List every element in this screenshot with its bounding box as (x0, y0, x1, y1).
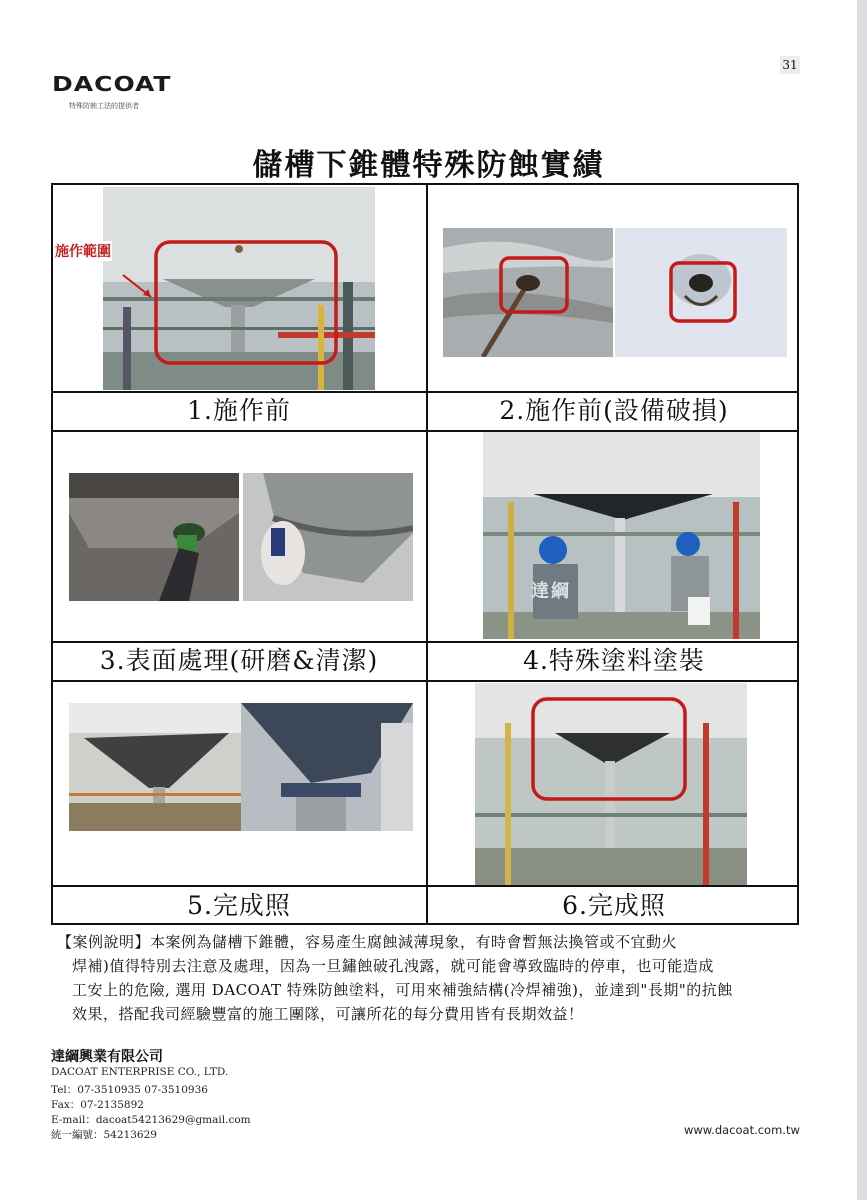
annotation-label: 施作範圍 (54, 241, 112, 261)
caption-2: 2.施作前(設備破損) (499, 396, 729, 425)
logo-tagline: 特殊防蝕工法的提供者 (69, 102, 139, 110)
page-title: 儲槽下錐體特殊防蝕實績 (252, 148, 605, 183)
company-name-en: DACOAT ENTERPRISE CO., LTD. (51, 1066, 229, 1078)
vest-label: 達綱 (531, 581, 571, 602)
company-email[interactable]: E-mail：dacoat54213629@gmail.com (51, 1114, 251, 1126)
company-fax: Fax：07-2135892 (51, 1099, 144, 1111)
company-name: 達綱興業有限公司 (51, 1049, 163, 1065)
caption-5: 5.完成照 (187, 891, 291, 920)
company-tel: Tel：07-3510935 07-3510936 (51, 1084, 208, 1096)
case-note-line: 效果，搭配我司經驗豐富的施工團隊，可讓所花的每分費用皆有長期效益！ (72, 1005, 584, 1023)
photo-surface-prep-b (243, 473, 413, 601)
photo-before-2b (615, 228, 787, 357)
case-note-line: 焊補)值得特別去注意及處理，因為一旦鏽蝕破孔洩露，就可能會導致臨時的停車，也可能造成 (72, 957, 714, 975)
caption-4: 4.特殊塗料塗裝 (523, 646, 705, 675)
photo-grid (51, 183, 799, 925)
photo-surface-prep-a (69, 473, 239, 601)
photo-complete-6 (475, 683, 747, 885)
case-note-line: 工安上的危險, 選用 DACOAT 特殊防蝕塗料，可用來補強結構(冷焊補強)，並達到"長期"的抗蝕 (72, 981, 733, 999)
company-website[interactable]: www.dacoat.com.tw (684, 1123, 800, 1137)
caption-6: 6.完成照 (562, 891, 666, 920)
grid-divider-vertical (426, 185, 428, 923)
company-tax-id: 統一編號：54213629 (51, 1129, 157, 1141)
caption-3: 3.表面處理(研磨&清潔) (99, 646, 379, 675)
highlight-frame (103, 187, 375, 390)
caption-1: 1.施作前 (187, 396, 291, 425)
case-note-head: 【案例說明】本案例為儲槽下錐體，容易產生腐蝕減薄現象，有時會暫無法換管或不宜動火 (57, 933, 678, 951)
photo-complete-5b (241, 703, 413, 831)
photo-before-2a (443, 228, 613, 357)
photo-complete-5a (69, 703, 241, 831)
grid-divider (53, 680, 797, 682)
photo-coating (483, 432, 760, 639)
page-edge (857, 0, 867, 1200)
page-number: 31 (780, 56, 800, 74)
company-logo: DACOAT (52, 72, 172, 96)
